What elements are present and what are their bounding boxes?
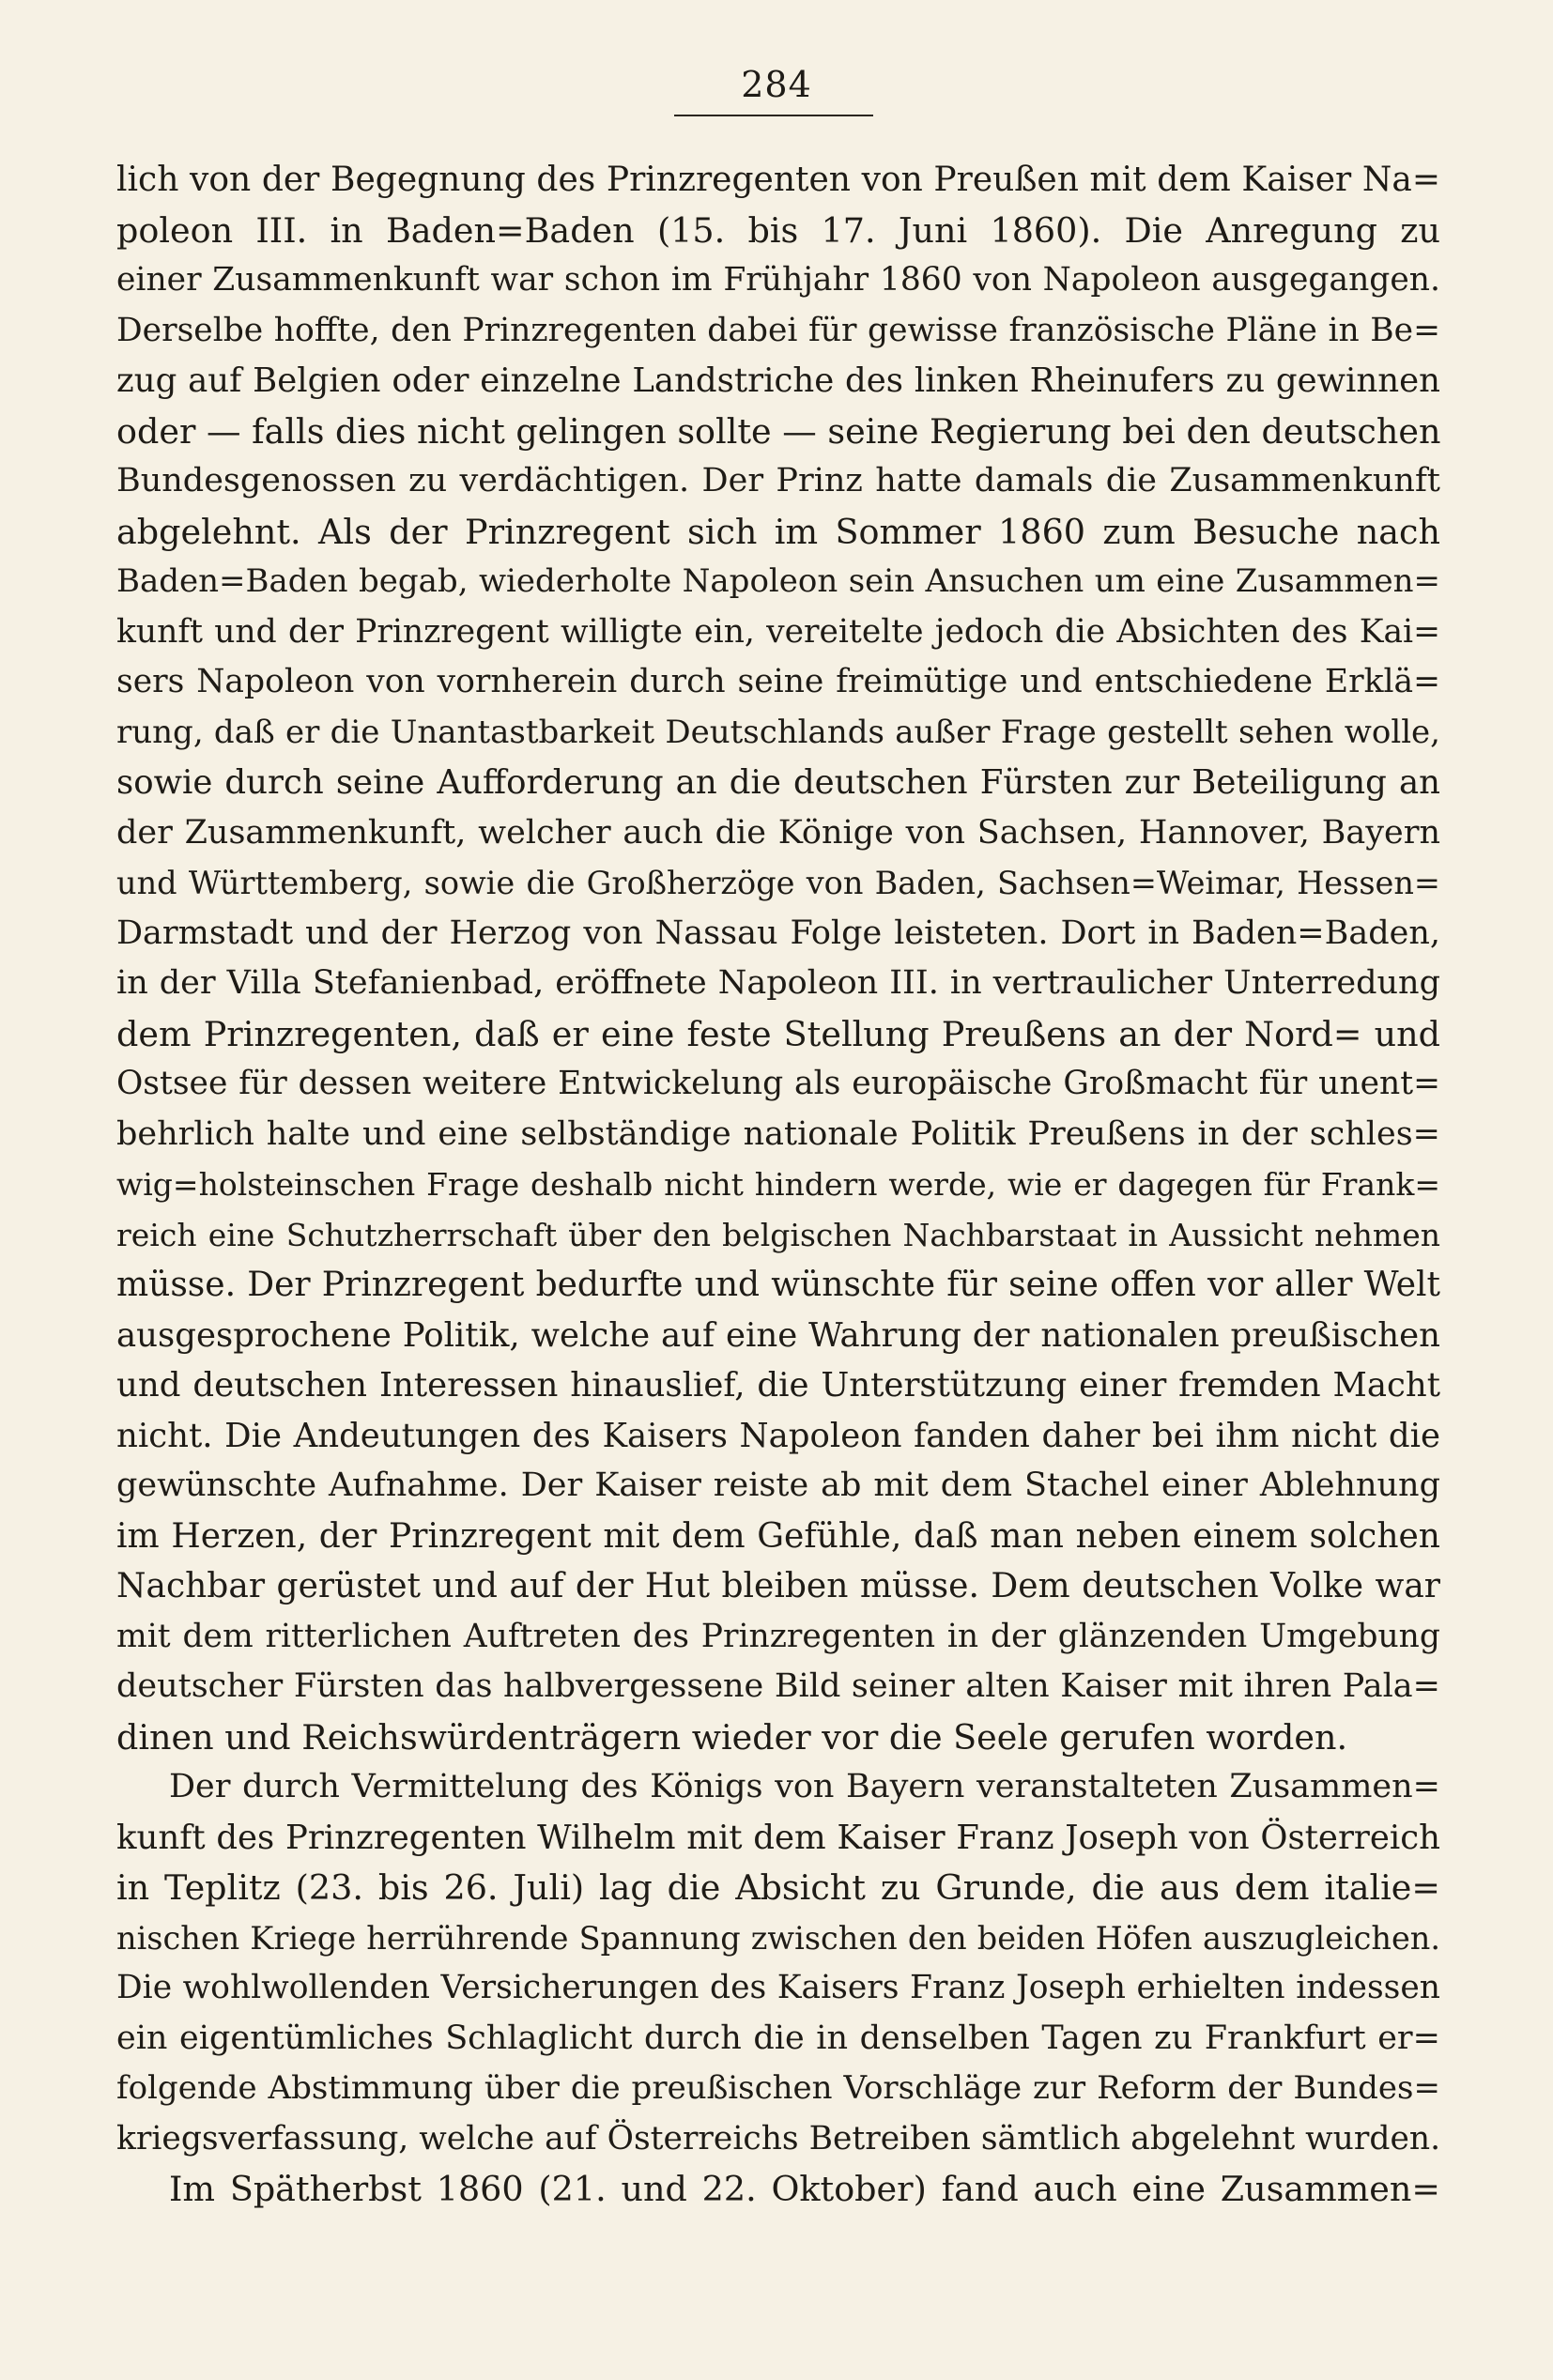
text-line: Darmstadt und der Herzog von Nassau Folge leisteten. Dort in Baden=Baden,	[116, 914, 1440, 952]
text-line: folgende Abstimmung über die preußischen Vorschläge zur Reform der Bundes=	[116, 2069, 1440, 2107]
body-text	[116, 155, 1440, 2215]
text-line: dinen und Reichswürdenträgern wieder vor die Seele gerufen worden.	[116, 1716, 1348, 1758]
text-line: in der Villa Stefanienbad, eröffnete Napoleon III. in vertraulicher Unterredung	[116, 964, 1440, 1002]
text-line: Baden=Baden begab, wiederholte Napoleon sein Ansuchen um eine Zusammen=	[116, 562, 1440, 600]
text-line: zug auf Belgien oder einzelne Landstriche des linken Rheinufers zu gewinnen	[116, 361, 1440, 400]
text-line: Der durch Vermittelung des Königs von Bayern veranstalteten Zusammen=	[169, 1768, 1440, 1805]
text-line: gewünschte Aufnahme. Der Kaiser reiste ab mit dem Stachel einer Ablehnung	[116, 1466, 1440, 1504]
text-line: Ostsee für dessen weitere Entwickelung als europäische Großmacht für unent=	[116, 1065, 1440, 1102]
text-line: Nachbar gerüstet und auf der Hut bleiben müsse. Dem deutschen Volke war	[116, 1567, 1440, 1605]
text-line: der Zusammenkunft, welcher auch die Könige von Sachsen, Hannover, Bayern	[116, 813, 1440, 852]
text-line: rung, daß er die Unantastbarkeit Deutschlands außer Frage gestellt sehen wolle,	[116, 713, 1440, 751]
text-line: oder — falls dies nicht gelingen sollte — seine Regierung bei den deutschen	[116, 410, 1440, 452]
text-line: Im Spätherbst 1860 (21. und 22. Oktober) fand auch eine Zusammen=	[169, 2169, 1440, 2209]
text-line: sowie durch seine Aufforderung an die deutschen Fürsten zur Beteiligung an	[116, 763, 1440, 802]
text-line: deutscher Fürsten das halbvergessene Bild seiner alten Kaiser mit ihren Pala=	[116, 1667, 1440, 1705]
text-line: ein eigentümliches Schlaglicht durch die in denselben Tagen zu Frankfurt er=	[116, 2019, 1440, 2057]
text-line: mit dem ritterlichen Auftreten des Prinzregenten in der glänzenden Umgebung	[116, 1617, 1440, 1655]
text-line: reich eine Schutzherrschaft über den belgischen Nachbarstaat in Aussicht nehmen	[116, 1216, 1440, 1253]
text-line: abgelehnt. Als der Prinzregent sich im Sommer 1860 zum Besuche nach	[116, 511, 1440, 552]
text-line: und Württemberg, sowie die Großherzöge von Baden, Sachsen=Weimar, Hessen=	[116, 865, 1440, 901]
text-line: einer Zusammenkunft war schon im Frühjahr 1860 von Napoleon ausgegangen.	[116, 261, 1440, 299]
text-line: behrlich halte und eine selbständige nationale Politik Preußens in der schles=	[116, 1114, 1440, 1153]
page-number: 284	[741, 64, 812, 105]
text-line: Die wohlwollenden Versicherungen des Kaisers Franz Joseph erhielten indessen	[116, 1969, 1440, 2006]
text-line: und deutschen Interessen hinauslief, die Unterstützung einer fremden Macht	[116, 1366, 1440, 1405]
text-line: kunft des Prinzregenten Wilhelm mit dem Kaiser Franz Joseph von Österreich	[116, 1818, 1440, 1857]
text-line: wig=holsteinschen Frage deshalb nicht hindern werde, wie er dagegen für Frank=	[116, 1166, 1440, 1203]
text-line: im Herzen, der Prinzregent mit dem Gefühle, daß man neben einem solchen	[116, 1516, 1440, 1556]
text-line: Derselbe hoffte, den Prinzregenten dabei für gewisse französische Pläne in Be=	[116, 311, 1440, 349]
text-line: nischen Kriege herrührende Spannung zwischen den beiden Höfen auszugleichen.	[116, 1919, 1440, 1957]
text-line: dem Prinzregenten, daß er eine feste Stellung Preußens an der Nord= und	[116, 1013, 1440, 1054]
header-rule	[674, 115, 873, 116]
text-line: poleon III. in Baden=Baden (15. bis 17. Juni 1860). Die Anregung zu	[116, 209, 1440, 251]
text-line: müsse. Der Prinzregent bedurfte und wünschte für seine offen vor aller Welt	[116, 1266, 1440, 1304]
text-line: nicht. Die Andeutungen des Kaisers Napoleon fanden daher bei ihm nicht die	[116, 1416, 1440, 1455]
text-line: Bundesgenossen zu verdächtigen. Der Prinz hatte damals die Zusammenkunft	[116, 462, 1440, 499]
text-line: lich von der Begegnung des Prinzregenten von Preußen mit dem Kaiser Na=	[116, 161, 1440, 199]
text-line: kriegsverfassung, welche auf Österreichs Betreiben sämtlich abgelehnt wurden.	[116, 2119, 1440, 2157]
text-line: kunft und der Prinzregent willigte ein, vereitelte jedoch die Absichten des Kai=	[116, 612, 1440, 651]
text-line: ausgesprochene Politik, welche auf eine Wahrung der nationalen preußischen	[116, 1315, 1440, 1355]
text-line: in Teplitz (23. bis 26. Juli) lag die Absicht zu Grunde, die aus dem italie=	[116, 1867, 1440, 1908]
text-line: sers Napoleon von vornherein durch seine freimütige und entschiedene Erklä=	[116, 663, 1440, 700]
